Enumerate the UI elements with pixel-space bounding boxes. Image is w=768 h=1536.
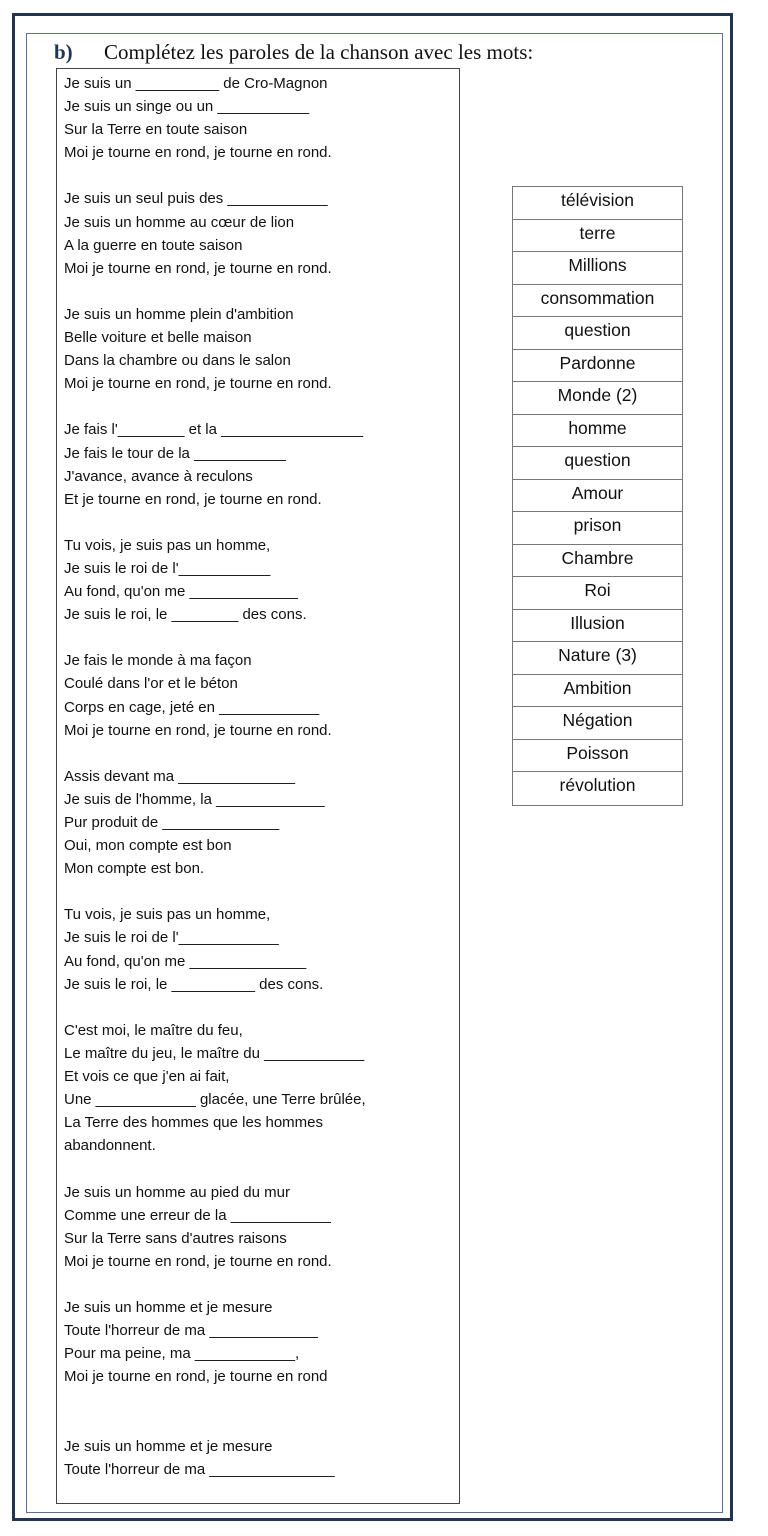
lyric-line: Je suis le roi, le __________ des cons. <box>64 975 324 993</box>
lyric-line: Je fais le tour de la ___________ <box>64 444 286 462</box>
lyric-line: Belle voiture et belle maison <box>64 329 252 347</box>
word-bank-item: Pardonne <box>513 350 682 383</box>
lyric-line: Et je tourne en rond, je tourne en rond. <box>64 490 322 508</box>
lyric-line: Pur produit de ______________ <box>64 814 280 831</box>
lyric-line: Je suis un homme et je mesure <box>64 1437 273 1455</box>
lyric-line: Moi je tourne en rond, je tourne en rond <box>64 1368 328 1386</box>
lyric-line: Sur la Terre sans d'autres raisons <box>64 1229 287 1247</box>
lyric-line: Je suis le roi de l'____________ <box>64 929 279 947</box>
stanza-gap <box>64 280 454 303</box>
lyric-line: Assis devant ma ______________ <box>64 767 296 785</box>
lyric-line: Corps en cage, jeté en ____________ <box>64 698 320 716</box>
word-bank-item: Roi <box>513 577 682 610</box>
lyric-line: La Terre des hommes que les hommes <box>64 1114 324 1132</box>
lyric-line: Au fond, qu'on me _____________ <box>64 583 298 601</box>
lyric-line: Oui, mon compte est bon <box>64 837 232 855</box>
lyric-line: Tu vois, je suis pas un homme, <box>64 536 271 554</box>
stanza-gap <box>64 1388 454 1411</box>
lyric-line: Je suis un seul puis des ____________ <box>64 190 328 208</box>
lyric-line: Je fais l'________ et la _________________ <box>64 421 363 439</box>
lyric-line: abandonnent. <box>64 1137 156 1155</box>
stanza-gap <box>64 1273 454 1296</box>
lyric-line: Toute l'horreur de ma _______________ <box>64 1460 335 1478</box>
lyric-line: Je suis un homme et je mesure <box>64 1298 273 1316</box>
word-bank-item: prison <box>513 512 682 545</box>
stanza-gap <box>64 996 454 1019</box>
word-bank-item: Négation <box>513 707 682 740</box>
word-bank-item: homme <box>513 415 682 448</box>
lyric-line: Je suis un homme au cœur de lion <box>64 213 295 231</box>
lyric-line: Moi je tourne en rond, je tourne en rond. <box>64 721 332 739</box>
lyric-line: J'avance, avance à reculons <box>64 467 253 485</box>
lyric-line: Moi je tourne en rond, je tourne en rond. <box>64 259 332 277</box>
lyric-line: Toute l'horreur de ma _____________ <box>64 1322 318 1340</box>
word-bank-item: Poisson <box>513 740 682 773</box>
lyric-line: Je fais le monde à ma façon <box>64 652 252 670</box>
song-lyrics <box>64 72 454 1481</box>
lyric-line: Je suis de l'homme, la _____________ <box>64 790 325 808</box>
lyric-line: Comme une erreur de la ____________ <box>64 1206 331 1224</box>
stanza-gap <box>64 626 454 649</box>
lyric-line: Pour ma peine, ma ____________, <box>64 1345 300 1363</box>
word-bank-item: Amour <box>513 480 682 513</box>
lyric-line: Tu vois, je suis pas un homme, <box>64 906 271 924</box>
lyric-line: Le maître du jeu, le maître du ____________ <box>64 1044 365 1062</box>
lyric-line: Moi je tourne en rond, je tourne en rond. <box>64 375 332 393</box>
word-bank-item: consommation <box>513 285 682 318</box>
lyric-line: Sur la Terre en toute saison <box>64 121 248 139</box>
stanza-gap <box>64 511 454 534</box>
exercise-label: b) <box>54 40 73 64</box>
stanza-gap <box>64 164 454 187</box>
lyric-line: A la guerre en toute saison <box>64 236 243 254</box>
exercise-instruction: Complétez les paroles de la chanson avec les mots: <box>104 40 534 64</box>
word-bank-item: terre <box>513 220 682 253</box>
word-bank-table <box>512 186 683 806</box>
lyric-line: Je suis un homme plein d'ambition <box>64 305 294 323</box>
word-bank-item: Nature (3) <box>513 642 682 675</box>
lyric-line: Je suis le roi, le ________ des cons. <box>64 606 307 624</box>
lyric-line: Dans la chambre ou dans le salon <box>64 352 291 370</box>
lyric-line: Je suis le roi de l'___________ <box>64 559 271 577</box>
word-bank-item: Millions <box>513 252 682 285</box>
word-bank-item: révolution <box>559 775 636 795</box>
lyric-line: Une ____________ glacée, une Terre brûlée, <box>64 1091 366 1109</box>
stanza-gap <box>64 1411 454 1434</box>
lyric-line: Je suis un homme au pied du mur <box>64 1183 290 1201</box>
word-bank-item: Illusion <box>513 610 682 643</box>
lyric-line: C'est moi, le maître du feu, <box>64 1021 243 1039</box>
lyric-line: Je suis un __________ de Cro-Magnon <box>64 75 328 92</box>
word-bank-item: question <box>513 317 682 350</box>
stanza-gap <box>64 742 454 765</box>
word-bank-item: Chambre <box>513 545 682 578</box>
word-bank-item: Monde (2) <box>513 382 682 415</box>
lyric-line: Coulé dans l'or et le béton <box>64 675 238 693</box>
word-bank-item: Ambition <box>513 675 682 708</box>
lyric-line: Au fond, qu'on me ______________ <box>64 952 307 970</box>
exercise-heading <box>54 40 533 64</box>
word-bank-item: télévision <box>513 187 682 220</box>
word-bank-item: question <box>513 447 682 480</box>
lyric-line: Moi je tourne en rond, je tourne en rond. <box>64 1252 332 1270</box>
stanza-gap <box>64 1157 454 1180</box>
lyric-line: Et vois ce que j'en ai fait, <box>64 1068 230 1086</box>
lyric-line: Je suis un singe ou un ___________ <box>64 98 310 116</box>
lyric-line: Mon compte est bon. <box>64 860 205 878</box>
stanza-gap <box>64 880 454 903</box>
stanza-gap <box>64 395 454 418</box>
lyric-line: Moi je tourne en rond, je tourne en rond. <box>64 144 332 162</box>
